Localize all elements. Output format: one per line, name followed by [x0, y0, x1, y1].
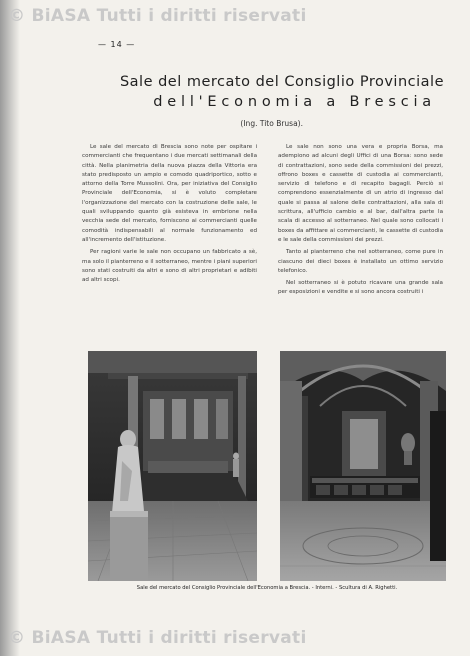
article-title-line-2: dell'Economia a Brescia — [153, 94, 436, 110]
paragraph: Per ragioni varie le sale non occupano un fabbricato a sè, ma solo il pianterreno e il sotterraneo, mentre i piani superiori sono stati costruiti da altri e sono di altri proprietari e adibiti ad altri scopi. — [82, 249, 257, 284]
watermark-top: © BiASA Tutti i diritti riservati — [8, 6, 307, 26]
paragraph: Tanto al pianterreno che nel sotterraneo, come pure in ciascuno dei dieci boxes è installato un ottimo servizio telefonico. — [278, 249, 443, 274]
page-gutter-shadow — [0, 0, 20, 656]
page-number: — 14 — — [98, 40, 136, 49]
article-title-line-1: Sale del mercato del Consiglio Provinciale — [119, 74, 444, 90]
photo-caption: Sale del mercato del Consiglio Provinciale dell'Economia a Brescia. - Interni. - Scultura di A. Righetti. — [136, 585, 398, 591]
photo-vaulted-basement-hall — [280, 351, 446, 581]
paragraph: Nel sotterraneo si è potuto ricavare una grande sala per esposizioni e vendite e si sono ancora costruiti i — [278, 280, 443, 296]
photo-hall-interior-with-statue — [88, 351, 257, 581]
paragraph: Le sale non sono una vera e propria Borsa, ma adempiono ad alcuni degli Uffici di una Borsa: sono sede di contrattazioni, sono sede della commissioni dei prezzi, offrono boxes e cassette di custodia ai commercianti, servizio di telefono e di recapito bagagli. Perciò si comprendono essenzialmente di un atrio di ingresso dal quale si passa al salone delle contrattazioni, alla sala di scrittura, all'ufficio cambio e al bar, dall'altra parte la scala di accesso al sotterraneo. Nel quale sono collocati i boxes da affittare ai commercianti, le cassette di custodia e le sale della commissioni dei prezzi. — [278, 144, 443, 243]
article-author: (Ing. Tito Brusa). — [240, 119, 303, 128]
text-column-right — [278, 143, 443, 343]
watermark-bottom: © BiASA Tutti i diritti riservati — [8, 628, 307, 648]
text-column-left — [82, 143, 257, 343]
paragraph: Le sale del mercato di Brescia sono note per ospitare i commercianti che frequentano i due mercati settimanali della città. Nella planimetria della nuova piazza della Vittoria era stato predisposto un ampio e comodo quadriportico, sotto e attorno della Torre Mussolini. Ora, per iniziativa del Consiglio Provinciale dell'Economia, si è voluto completare l'organizzazione del mercato con la costruzione delle sale, le quali sviluppando quanto già esisteva in embrione nella vecchia sede del mercato, forniscono ai commercianti quelle comodità indispensabili al normale funzionamento ed all'incremento dell'istituzione. — [82, 144, 257, 243]
